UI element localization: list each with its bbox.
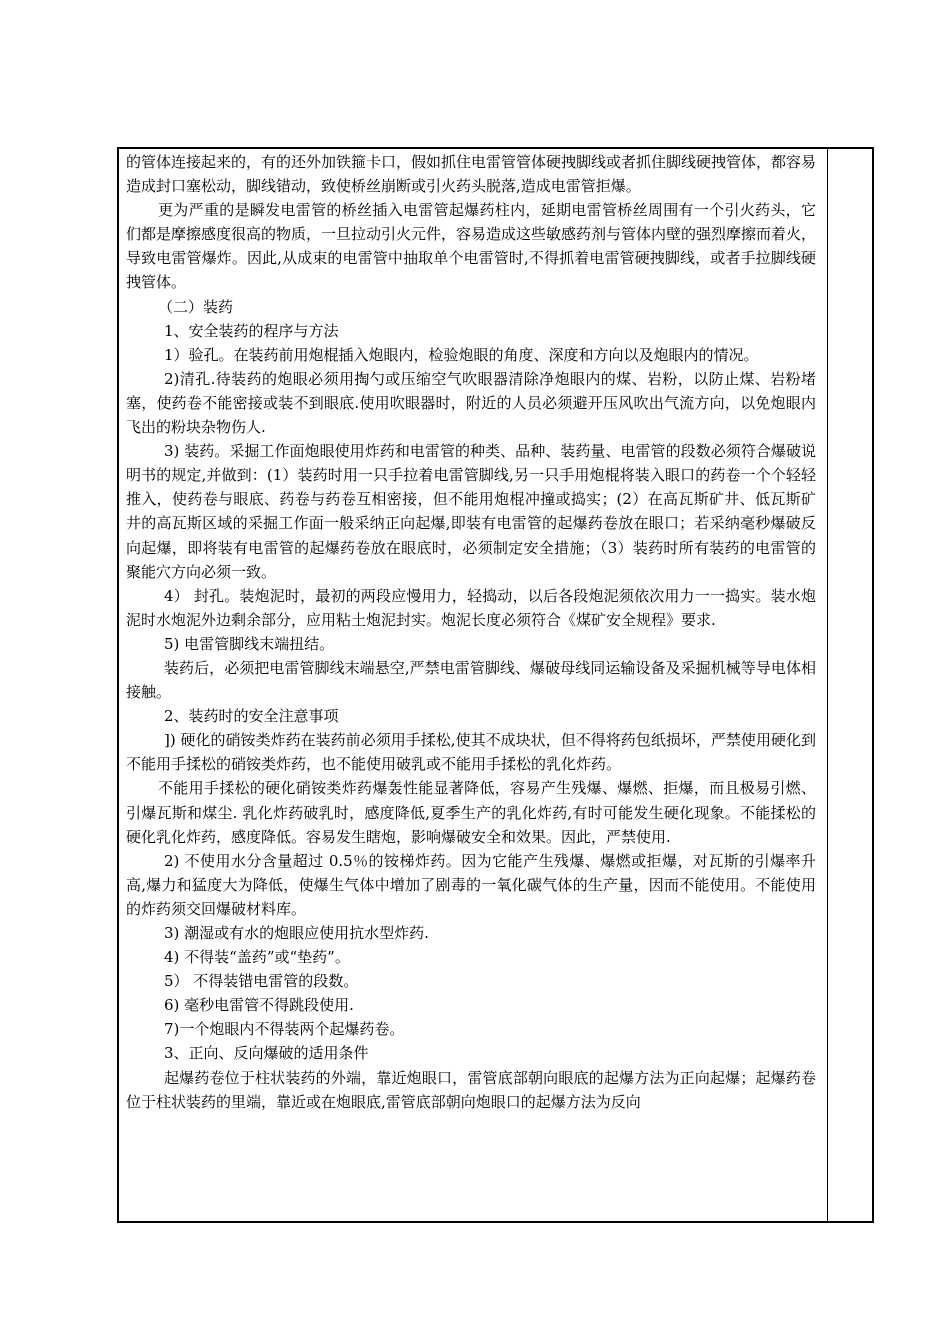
list-item: 5） 不得装错电雷管的段数。 [164, 972, 359, 991]
list-item: 3) 潮湿或有水的炮眼应使用抗水型炸药. [164, 924, 429, 942]
paragraph: 的管体连接起来的，有的还外加铁箍卡口，假如抓住电雷管管体硬拽脚线或者抓住脚线硬拽管体，都容易造成封口塞松动，脚线错动，致使桥丝崩断或引火药头脱落,造成电雷管拒爆。 [126, 153, 817, 196]
paragraph: 不能用手揉松的硬化硝铵类炸药爆轰性能显著降低，容易产生残爆、爆燃、拒爆，而且极易引燃、引爆瓦斯和煤尘. 乳化炸药破乳时，感度降低,夏季生产的乳化炸药,有时可能发生硬化现象。不能揉松的硬化乳化炸药，感度降低。容易发生瞎炮，影响爆破安全和效果。因此，严禁使用. [126, 779, 816, 846]
table-column-divider [827, 147, 828, 1223]
paragraph: 装药后，必须把电雷管脚线末端悬空,严禁电雷管脚线、爆破母线同运输设备及采掘机械等导电体相接触。 [126, 658, 816, 702]
paragraph: 更为严重的是瞬发电雷管的桥丝插入电雷管起爆药柱内，延期电雷管桥丝周围有一个引火药头，它们都是摩擦感度很高的物质，一旦拉动引火元件，容易造成这些敏感药剂与管体内壁的强烈摩擦而着火，导致电雷管爆炸。因此,从成束的电雷管中抽取单个电雷管时,不得抓着电雷管硬拽脚线，或者手拉脚线硬拽管体。 [126, 201, 817, 292]
list-item: 7)一个炮眼内不得装两个起爆药卷。 [164, 1020, 405, 1039]
paragraph: 5) 电雷管脚线末端扭结。 [164, 634, 335, 653]
list-item: 6) 毫秒电雷管不得跳段使用. [164, 996, 354, 1015]
subsection-heading: 3、正向、反向爆破的适用条件 [164, 1044, 369, 1063]
paragraph: 3) 装药。采掘工作面炮眼使用炸药和电雷管的种类、品种、装药量、电雷管的段数必须符合爆破说明书的规定,并做到：(1）装药时用一只手拉着电雷管脚线,另一只手用炮棍将装入眼口的药卷一个个轻轻推入，使药卷与眼底、药卷与药卷互相密接，但不能用炮棍冲撞或捣实；(2）在高瓦斯矿井、低瓦斯矿井的高瓦斯区域的采掘工作面一般采纳正向起爆,即装有电雷管的起爆药卷放在眼口；若采纳毫秒爆破反向起爆，即将装有电雷管的起爆药卷放在眼底时，必须制定安全措施；（3）装药时所有装药的电雷管的聚能穴方向必须一致。 [126, 442, 816, 581]
paragraph: 2) 不使用水分含量超过 0.5％的铵梯炸药。因为它能产生残爆、爆燃或拒爆，对瓦斯的引爆率升高,爆力和猛度大为降低，使爆生气体中增加了剧毒的一氧化碳气体的生产量，因而不能使用。不能使用的炸药须交回爆破材料库。 [126, 851, 816, 918]
paragraph: 4） 封孔。装炮泥时，最初的两段应慢用力，轻捣动，以后各段炮泥须依次用力一一捣实。装水炮泥时水炮泥外边剩余部分，应用粘土炮泥封实。炮泥长度必须符合《煤矿安全规程》要求. [126, 586, 816, 629]
paragraph: 起爆药卷位于柱状装药的外端，靠近炮眼口，雷管底部朝向眼底的起爆方法为正向起爆；起爆药卷位于柱状装药的里端，靠近或在炮眼底,雷管底部朝向炮眼口的起爆方法为反向 [126, 1068, 816, 1111]
list-item: 4) 不得装“盖药”或“垫药”。 [164, 948, 350, 967]
subsection-heading: 1、安全装药的程序与方法 [164, 321, 339, 340]
paragraph: 1）验孔。在装药前用炮棍插入炮眼内，检验炮眼的角度、深度和方向以及炮眼内的情况。 [164, 345, 759, 364]
paragraph: ]) 硬化的硝铵类炸药在装药前必须用手揉松,使其不成块状，但不得将药包纸损坏，严禁使用硬化到不能用手揉松的硝铵类炸药，也不能使用破乳或不能用手揉松的乳化炸药。 [126, 731, 816, 774]
paragraph: 2)清孔.待装药的炮眼必须用掏勺或压缩空气吹眼器清除净炮眼内的煤、岩粉，以防止煤、岩粉堵塞，使药卷不能密接或装不到眼底.使用吹眼器时，附近的人员必须避开压风吹出气流方向，以免炮眼内飞出的粉块杂物伤人. [126, 369, 816, 437]
section-heading: （二）装药 [158, 297, 234, 316]
subsection-heading: 2、装药时的安全注意事项 [164, 707, 339, 726]
document-body [126, 150, 816, 1114]
